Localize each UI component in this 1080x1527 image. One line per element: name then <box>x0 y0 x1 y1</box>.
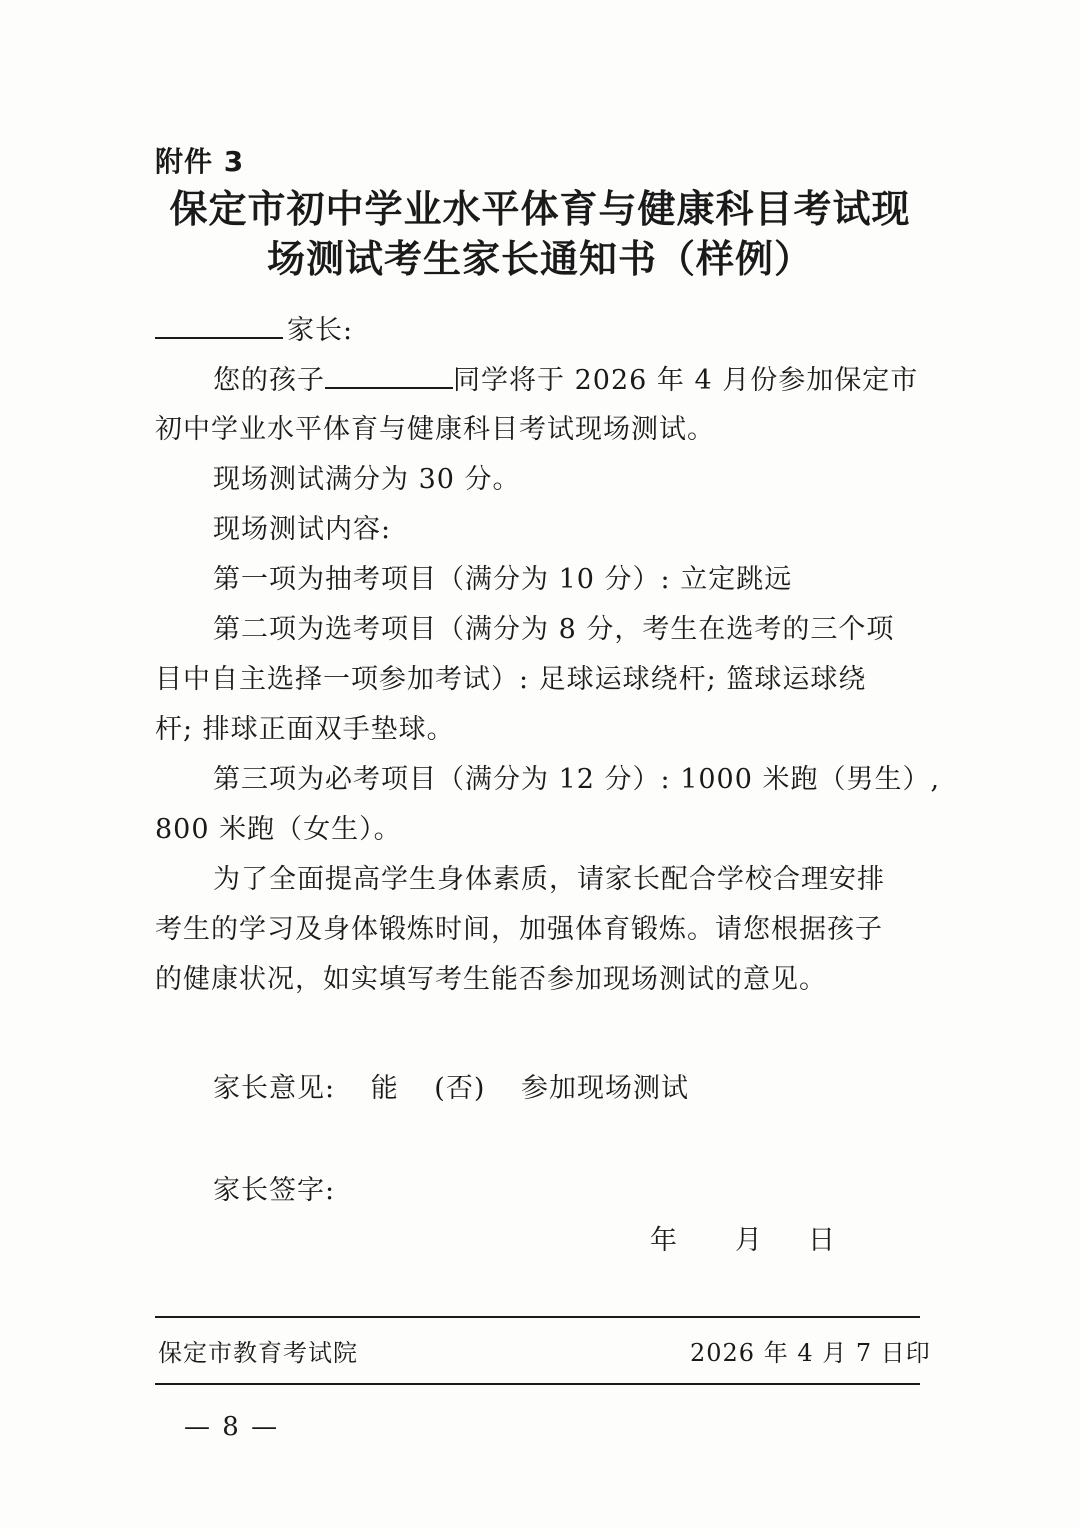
item-1: 第一项为抽考项目（满分为 10 分）: 立定跳远 <box>213 564 793 595</box>
item-2-line-3: 杆; 排球正面双手垫球。 <box>155 714 455 745</box>
title-line-2: 场测试考生家长通知书（样例） <box>266 237 813 281</box>
footer-rule-top <box>155 1316 920 1318</box>
content-heading: 现场测试内容: <box>213 514 392 545</box>
document-title <box>140 182 940 282</box>
footer-print-date: 2026 年 4 月 7 日印 <box>690 1339 931 1367</box>
page-number: — 8 — <box>184 1412 280 1442</box>
signature-date-row <box>650 1218 835 1257</box>
title-line-1: 保定市初中学业水平体育与健康科目考试现 <box>169 187 911 231</box>
paragraph-1-line-1 <box>155 355 920 405</box>
date-year: 年 <box>650 1225 677 1256</box>
student-name-blank <box>325 355 453 389</box>
footer-issuer: 保定市教育考试院 <box>158 1339 358 1367</box>
closing-line-1: 为了全面提高学生身体素质，请家长配合学校合理安排 <box>213 864 885 895</box>
item-3-line-2: 800 米跑（女生）。 <box>155 814 402 845</box>
closing-line-3: 的健康状况，如实填写考生能否参加现场测试的意见。 <box>155 964 827 995</box>
paragraph-1-line-2: 初中学业水平体育与健康科目考试现场测试。 <box>155 414 715 445</box>
opinion-text: 参加现场测试 <box>520 1073 689 1104</box>
item-3-line-1: 第三项为必考项目（满分为 12 分）: 1000 米跑（男生）, <box>213 764 941 795</box>
notice-body <box>155 305 941 1005</box>
parent-signature-label: 家长签字: <box>213 1175 336 1206</box>
full-score-line: 现场测试满分为 30 分。 <box>213 464 521 495</box>
opinion-label: 家长意见: <box>213 1073 336 1104</box>
date-day: 日 <box>808 1225 835 1256</box>
salutation-suffix: 家长: <box>287 315 354 346</box>
parent-name-blank <box>155 305 283 339</box>
date-month: 月 <box>735 1225 762 1256</box>
p1-after-blank: 同学将于 2026 年 4 月份参加保定市 <box>453 365 919 396</box>
opinion-no: (否) <box>434 1073 486 1104</box>
closing-line-2: 考生的学习及身体锻炼时间，加强体育锻炼。请您根据孩子 <box>155 914 883 945</box>
attachment-label: 附件 3 <box>155 145 245 178</box>
p1-before-blank: 您的孩子 <box>213 365 325 396</box>
footer-rule-bottom <box>155 1383 920 1385</box>
opinion-yes: 能 <box>370 1073 399 1104</box>
item-2-line-2: 目中自主选择一项参加考试）: 足球运球绕杆; 篮球运球绕 <box>155 664 867 695</box>
parent-opinion-row <box>213 1066 689 1105</box>
salutation <box>155 305 920 355</box>
item-2-line-1: 第二项为选考项目（满分为 8 分，考生在选考的三个项 <box>213 614 895 645</box>
